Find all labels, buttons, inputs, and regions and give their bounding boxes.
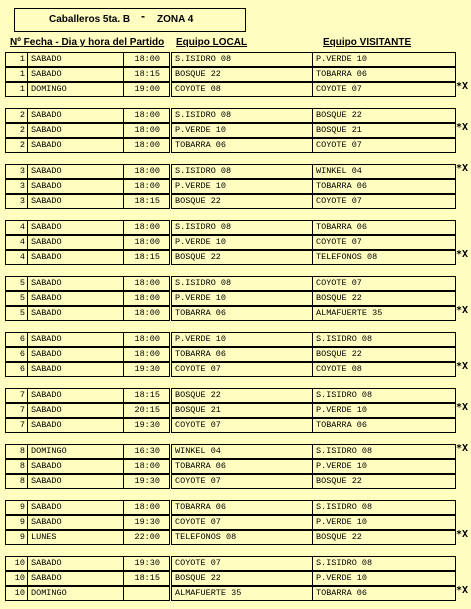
dia-cell: SABADO [27,52,125,67]
fecha-cell: 6 [5,332,28,347]
visitante-team-cell: COYOTE 07 [312,276,456,291]
match-mark: *X [456,122,469,133]
visitante-team-cell: COYOTE 08 [312,362,456,377]
visitante-team-cell: P.VERDE 10 [312,571,456,586]
hora-cell: 19:30 [123,474,170,489]
visitante-team-cell: S.ISIDRO 08 [312,556,456,571]
hora-cell: 18:00 [123,108,170,123]
dia-cell: SABADO [27,164,125,179]
fecha-cell: 8 [5,459,28,474]
dia-cell: SABADO [27,220,125,235]
local-team-cell: COYOTE 07 [171,474,313,489]
visitante-team-cell: BOSQUE 22 [312,474,456,489]
dia-cell: LUNES [27,530,125,545]
match-mark: *X [456,163,469,174]
fecha-cell: 2 [5,108,28,123]
visitante-team-cell: TOBARRA 06 [312,179,456,194]
column-header-local: Equipo LOCAL [176,37,248,48]
dia-cell: SABADO [27,123,125,138]
fecha-cell: 10 [5,556,28,571]
visitante-team-cell: COYOTE 07 [312,138,456,153]
match-mark: *X [456,402,469,413]
fecha-cell: 8 [5,474,28,489]
visitante-team-cell: P.VERDE 10 [312,52,456,67]
local-team-cell: BOSQUE 22 [171,388,313,403]
fixture-row [5,388,455,402]
fixture-row [5,305,469,320]
fecha-cell: 3 [5,194,28,209]
dia-cell: DOMINGO [27,586,125,601]
hora-cell: 18:00 [123,220,170,235]
fixture-row [5,585,469,600]
hora-cell: 19:30 [123,556,170,571]
fecha-cell: 5 [5,276,28,291]
dia-cell: DOMINGO [27,82,125,97]
fixture-row [5,291,455,305]
dia-cell: SABADO [27,362,125,377]
dia-cell: SABADO [27,571,125,586]
local-team-cell: P.VERDE 10 [171,291,313,306]
hora-cell: 18:15 [123,67,170,82]
fixture-row [5,138,455,152]
fecha-cell: 9 [5,530,28,545]
dia-cell: SABADO [27,459,125,474]
hora-cell: 18:15 [123,388,170,403]
fecha-cell: 5 [5,291,28,306]
local-team-cell: TOBARRA 06 [171,459,313,474]
dia-cell: SABADO [27,474,125,489]
dia-cell: SABADO [27,250,125,265]
local-team-cell: TOBARRA 06 [171,500,313,515]
visitante-team-cell: TOBARRA 06 [312,67,456,82]
fixture-row [5,443,469,458]
fixture-row [5,122,469,137]
local-team-cell: BOSQUE 22 [171,250,313,265]
fecha-cell: 1 [5,52,28,67]
visitante-team-cell: TOBARRA 06 [312,220,456,235]
column-header-fecha: Nº Fecha - Dia y hora del Partido [10,37,165,48]
fixture-row [5,515,455,529]
dia-cell: SABADO [27,179,125,194]
hora-cell: 18:00 [123,459,170,474]
visitante-team-cell: COYOTE 07 [312,82,456,97]
visitante-team-cell: P.VERDE 10 [312,459,456,474]
hora-cell: 18:00 [123,138,170,153]
local-team-cell: P.VERDE 10 [171,332,313,347]
match-mark: *X [456,249,469,260]
match-mark: *X [456,81,469,92]
hora-cell: 18:00 [123,276,170,291]
match-mark: *X [456,305,469,316]
visitante-team-cell: BOSQUE 21 [312,123,456,138]
fixture-row [5,108,455,122]
fixture-row [5,52,455,66]
local-team-cell: COYOTE 07 [171,515,313,530]
fixture-row [5,571,455,585]
hora-cell: 18:00 [123,164,170,179]
hora-cell: 20:15 [123,403,170,418]
fecha-cell: 1 [5,67,28,82]
fixture-row [5,347,455,361]
visitante-team-cell: P.VERDE 10 [312,515,456,530]
local-team-cell: BOSQUE 22 [171,194,313,209]
local-team-cell: BOSQUE 22 [171,67,313,82]
local-team-cell: COYOTE 08 [171,82,313,97]
local-team-cell: S.ISIDRO 08 [171,52,313,67]
local-team-cell: P.VERDE 10 [171,235,313,250]
dia-cell: SABADO [27,515,125,530]
hora-cell: 19:30 [123,515,170,530]
local-team-cell: ALMAFUERTE 35 [171,586,313,601]
local-team-cell: S.ISIDRO 08 [171,108,313,123]
dia-cell: SABADO [27,235,125,250]
dia-cell: SABADO [27,418,125,433]
local-team-cell: BOSQUE 21 [171,403,313,418]
hora-cell: 18:00 [123,291,170,306]
fixture-row [5,235,455,249]
dia-cell: SABADO [27,347,125,362]
hora-cell: 16:30 [123,444,170,459]
hora-cell: 18:15 [123,194,170,209]
fecha-cell: 9 [5,515,28,530]
fecha-cell: 2 [5,138,28,153]
fecha-cell: 4 [5,250,28,265]
hora-cell: 18:00 [123,52,170,67]
fixture-row [5,249,469,264]
title-box [14,8,246,32]
visitante-team-cell: TELEFONOS 08 [312,250,456,265]
visitante-team-cell: P.VERDE 10 [312,403,456,418]
local-team-cell: P.VERDE 10 [171,179,313,194]
hora-cell: 18:00 [123,500,170,515]
hora-cell: 18:00 [123,179,170,194]
visitante-team-cell: BOSQUE 22 [312,347,456,362]
hora-cell: 19:30 [123,418,170,433]
visitante-team-cell: COYOTE 07 [312,235,456,250]
visitante-team-cell: BOSQUE 22 [312,291,456,306]
match-mark: *X [456,443,469,454]
local-team-cell: S.ISIDRO 08 [171,276,313,291]
hora-cell: 22:00 [123,530,170,545]
zone-title: ZONA 4 [157,14,194,25]
column-header-visitante: Equipo VISITANTE [323,37,412,48]
visitante-team-cell: S.ISIDRO 08 [312,332,456,347]
fecha-cell: 8 [5,444,28,459]
dia-cell: SABADO [27,556,125,571]
dia-cell: SABADO [27,332,125,347]
local-team-cell: COYOTE 07 [171,556,313,571]
local-team-cell: COYOTE 07 [171,362,313,377]
fixture-row [5,179,455,193]
fecha-cell: 4 [5,235,28,250]
visitante-team-cell: S.ISIDRO 08 [312,444,456,459]
fecha-cell: 7 [5,418,28,433]
dia-cell: SABADO [27,388,125,403]
local-team-cell: S.ISIDRO 08 [171,164,313,179]
dia-cell: SABADO [27,67,125,82]
fixture-row [5,402,469,417]
category-title: Caballeros 5ta. B [49,14,131,25]
local-team-cell: COYOTE 07 [171,418,313,433]
visitante-team-cell: TOBARRA 06 [312,418,456,433]
dia-cell: SABADO [27,108,125,123]
hora-cell: 18:00 [123,332,170,347]
local-team-cell: TOBARRA 06 [171,347,313,362]
hora-cell: 18:00 [123,123,170,138]
dia-cell: SABADO [27,194,125,209]
fixture-row [5,276,455,290]
local-team-cell: S.ISIDRO 08 [171,220,313,235]
fecha-cell: 10 [5,571,28,586]
local-team-cell: P.VERDE 10 [171,123,313,138]
visitante-team-cell: ALMAFUERTE 35 [312,306,456,321]
hora-cell: 18:15 [123,250,170,265]
visitante-team-cell: BOSQUE 22 [312,108,456,123]
hora-cell: 18:00 [123,235,170,250]
hora-cell: 18:00 [123,306,170,321]
dia-cell: SABADO [27,403,125,418]
fixture-row [5,529,469,544]
fecha-cell: 9 [5,500,28,515]
hora-cell: 19:30 [123,362,170,377]
dia-cell: SABADO [27,306,125,321]
visitante-team-cell: WINKEL 04 [312,164,456,179]
fixture-row [5,67,455,81]
hora-cell: 18:00 [123,347,170,362]
visitante-team-cell: TOBARRA 06 [312,586,456,601]
fecha-cell: 6 [5,347,28,362]
fecha-cell: 2 [5,123,28,138]
hora-cell: 18:15 [123,571,170,586]
visitante-team-cell: BOSQUE 22 [312,530,456,545]
fecha-cell: 6 [5,362,28,377]
local-team-cell: TELEFONOS 08 [171,530,313,545]
hora-cell: 19:00 [123,82,170,97]
match-mark: *X [456,585,469,596]
visitante-team-cell: S.ISIDRO 08 [312,388,456,403]
fecha-cell: 3 [5,164,28,179]
local-team-cell: TOBARRA 06 [171,306,313,321]
fixture-row [5,418,455,432]
fixture-row [5,81,469,96]
match-mark: *X [456,361,469,372]
visitante-team-cell: S.ISIDRO 08 [312,500,456,515]
local-team-cell: TOBARRA 06 [171,138,313,153]
local-team-cell: WINKEL 04 [171,444,313,459]
fixture-row [5,361,469,376]
fixture-row [5,194,455,208]
fixture-row [5,459,455,473]
dia-cell: DOMINGO [27,444,125,459]
dia-cell: SABADO [27,500,125,515]
fixture-row [5,220,455,234]
fixture-row [5,474,455,488]
fixture-row [5,332,455,346]
fixture-row [5,500,455,514]
match-mark: *X [456,529,469,540]
fecha-cell: 4 [5,220,28,235]
fecha-cell: 3 [5,179,28,194]
fixture-row [5,163,469,178]
fixture-row [5,556,455,570]
fecha-cell: 1 [5,82,28,97]
fecha-cell: 5 [5,306,28,321]
hora-cell [123,586,170,601]
local-team-cell: BOSQUE 22 [171,571,313,586]
fecha-cell: 7 [5,403,28,418]
visitante-team-cell: COYOTE 07 [312,194,456,209]
fecha-cell: 7 [5,388,28,403]
title-separator: - [141,9,145,23]
dia-cell: SABADO [27,291,125,306]
fecha-cell: 10 [5,586,28,601]
dia-cell: SABADO [27,138,125,153]
dia-cell: SABADO [27,276,125,291]
